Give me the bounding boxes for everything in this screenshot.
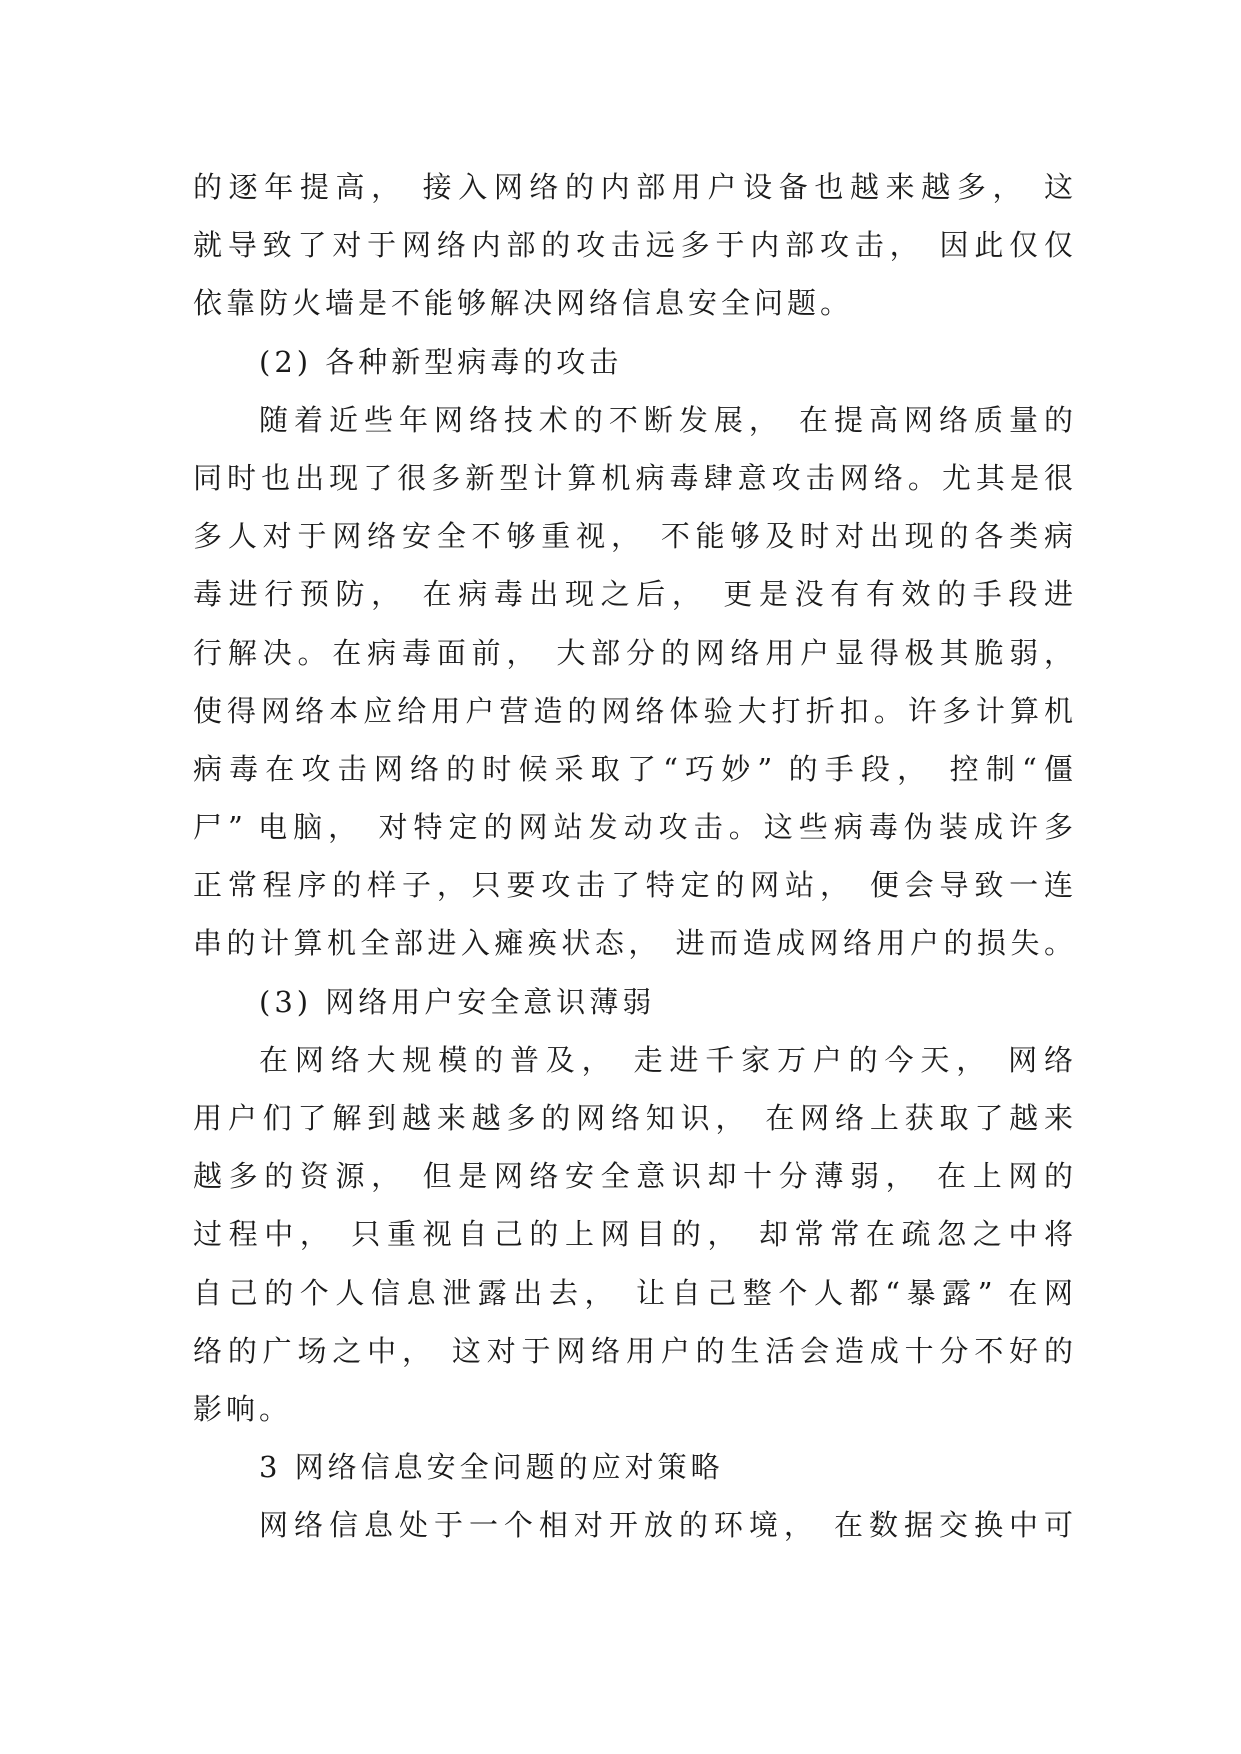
text-line: 的逐年提高， 接入网络的内部用户设备也越来越多， 这	[193, 170, 1073, 204]
text-line: 在网络大规模的普及， 走进千家万户的今天， 网络	[259, 1042, 1073, 1077]
text-line: 过程中， 只重视自己的上网目的， 却常常在疏忽之中将	[193, 1217, 1073, 1252]
text-line: 依靠防火墙是不能够解决网络信息安全问题。	[193, 286, 854, 321]
text-line: 行解决。在病毒面前， 大部分的网络用户显得极其脆弱，	[193, 635, 1073, 670]
text-line: 同时也出现了很多新型计算机病毒肆意攻击网络。尤其是很	[193, 460, 1073, 495]
text-line: 毒进行预防， 在病毒出现之后， 更是没有有效的手段进	[193, 577, 1073, 612]
text-line: (2) 各种新型病毒的攻击	[259, 344, 623, 379]
text-line: 网络信息处于一个相对开放的环境， 在数据交换中可	[259, 1508, 1073, 1543]
text-line: (3) 网络用户安全意识薄弱	[259, 984, 656, 1019]
text-line: 络的广场之中， 这对于网络用户的生活会造成十分不好的	[193, 1333, 1073, 1368]
text-line: 3 网络信息安全问题的应对策略	[259, 1450, 724, 1485]
text-line: 串的计算机全部进入瘫痪状态， 进而造成网络用户的损失。	[193, 926, 1073, 961]
text-line: 正常程序的样子，只要攻击了特定的网站， 便会导致一连	[193, 868, 1073, 903]
text-line: 多人对于网络安全不够重视， 不能够及时对出现的各类病	[193, 519, 1073, 554]
text-line: 随着近些年网络技术的不断发展， 在提高网络质量的	[259, 402, 1073, 437]
text-line: 越多的资源， 但是网络安全意识却十分薄弱， 在上网的	[193, 1159, 1073, 1194]
text-line: 就导致了对于网络内部的攻击远多于内部攻击， 因此仅仅	[193, 228, 1073, 263]
body-text	[193, 158, 1073, 1555]
text-line: 尸” 电脑， 对特定的网站发动攻击。这些病毒伪装成许多	[193, 810, 1073, 845]
text-line: 影响。	[193, 1391, 293, 1426]
text-line: 病毒在攻击网络的时候采取了“巧妙” 的手段， 控制“僵	[193, 751, 1073, 786]
text-line: 使得网络本应给用户营造的网络体验大打折扣。许多计算机	[193, 693, 1073, 728]
text-line: 用户们了解到越来越多的网络知识， 在网络上获取了越来	[193, 1101, 1073, 1135]
text-line: 自己的个人信息泄露出去， 让自己整个人都“暴露” 在网	[193, 1275, 1073, 1310]
